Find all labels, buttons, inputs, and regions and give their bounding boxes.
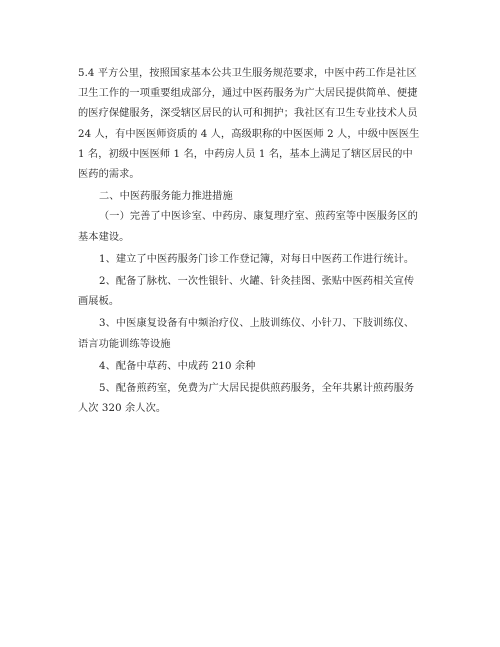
document-body [78,64,422,421]
list-item-3: 3、中医康复设备有中频治疗仪、上肢训练仪、小针刀、下肢训练仪、语言功能训练等设施 [78,318,415,350]
list-item-2: 2、配备了脉枕、一次性银针、火罐、针灸挂图、张贴中医药相关宣传画展板。 [78,276,415,308]
list-item-4: 4、配备中草药、中成药 210 余种 [99,360,256,372]
list-item-1: 1、建立了中医药服务门诊工作登记簿，对每日中医药工作进行统计。 [99,253,415,265]
paragraph-intro: 5.4 平方公里，按照国家基本公共卫生服务规范要求，中医中药工作是社区卫生工作的一项重要组成部分，通过中医药服务为广大居民提供简单、便捷的医疗保健服务，深受辖区居民的认可和拥护；我社区有卫生专业技术人员 24 人，有中医医师资质的 4 人，高级职称的中医医师 2 人，中级中医医生 1 名，初级中医医师 1 名，中药房人员 1 名，基本上满足了辖区居民的中医药的需求。 [78,68,420,181]
list-item-5: 5、配备煎药室，免费为广大居民提供煎药服务，全年共累计煎药服务人次 320 余人次。 [78,383,415,415]
paragraph-subsection: （一）完善了中医诊室、中药房、康复理疗室、煎药室等中医服务区的基本建设。 [78,211,418,243]
section-heading: 二、中医药服务能力推进措施 [99,191,233,203]
